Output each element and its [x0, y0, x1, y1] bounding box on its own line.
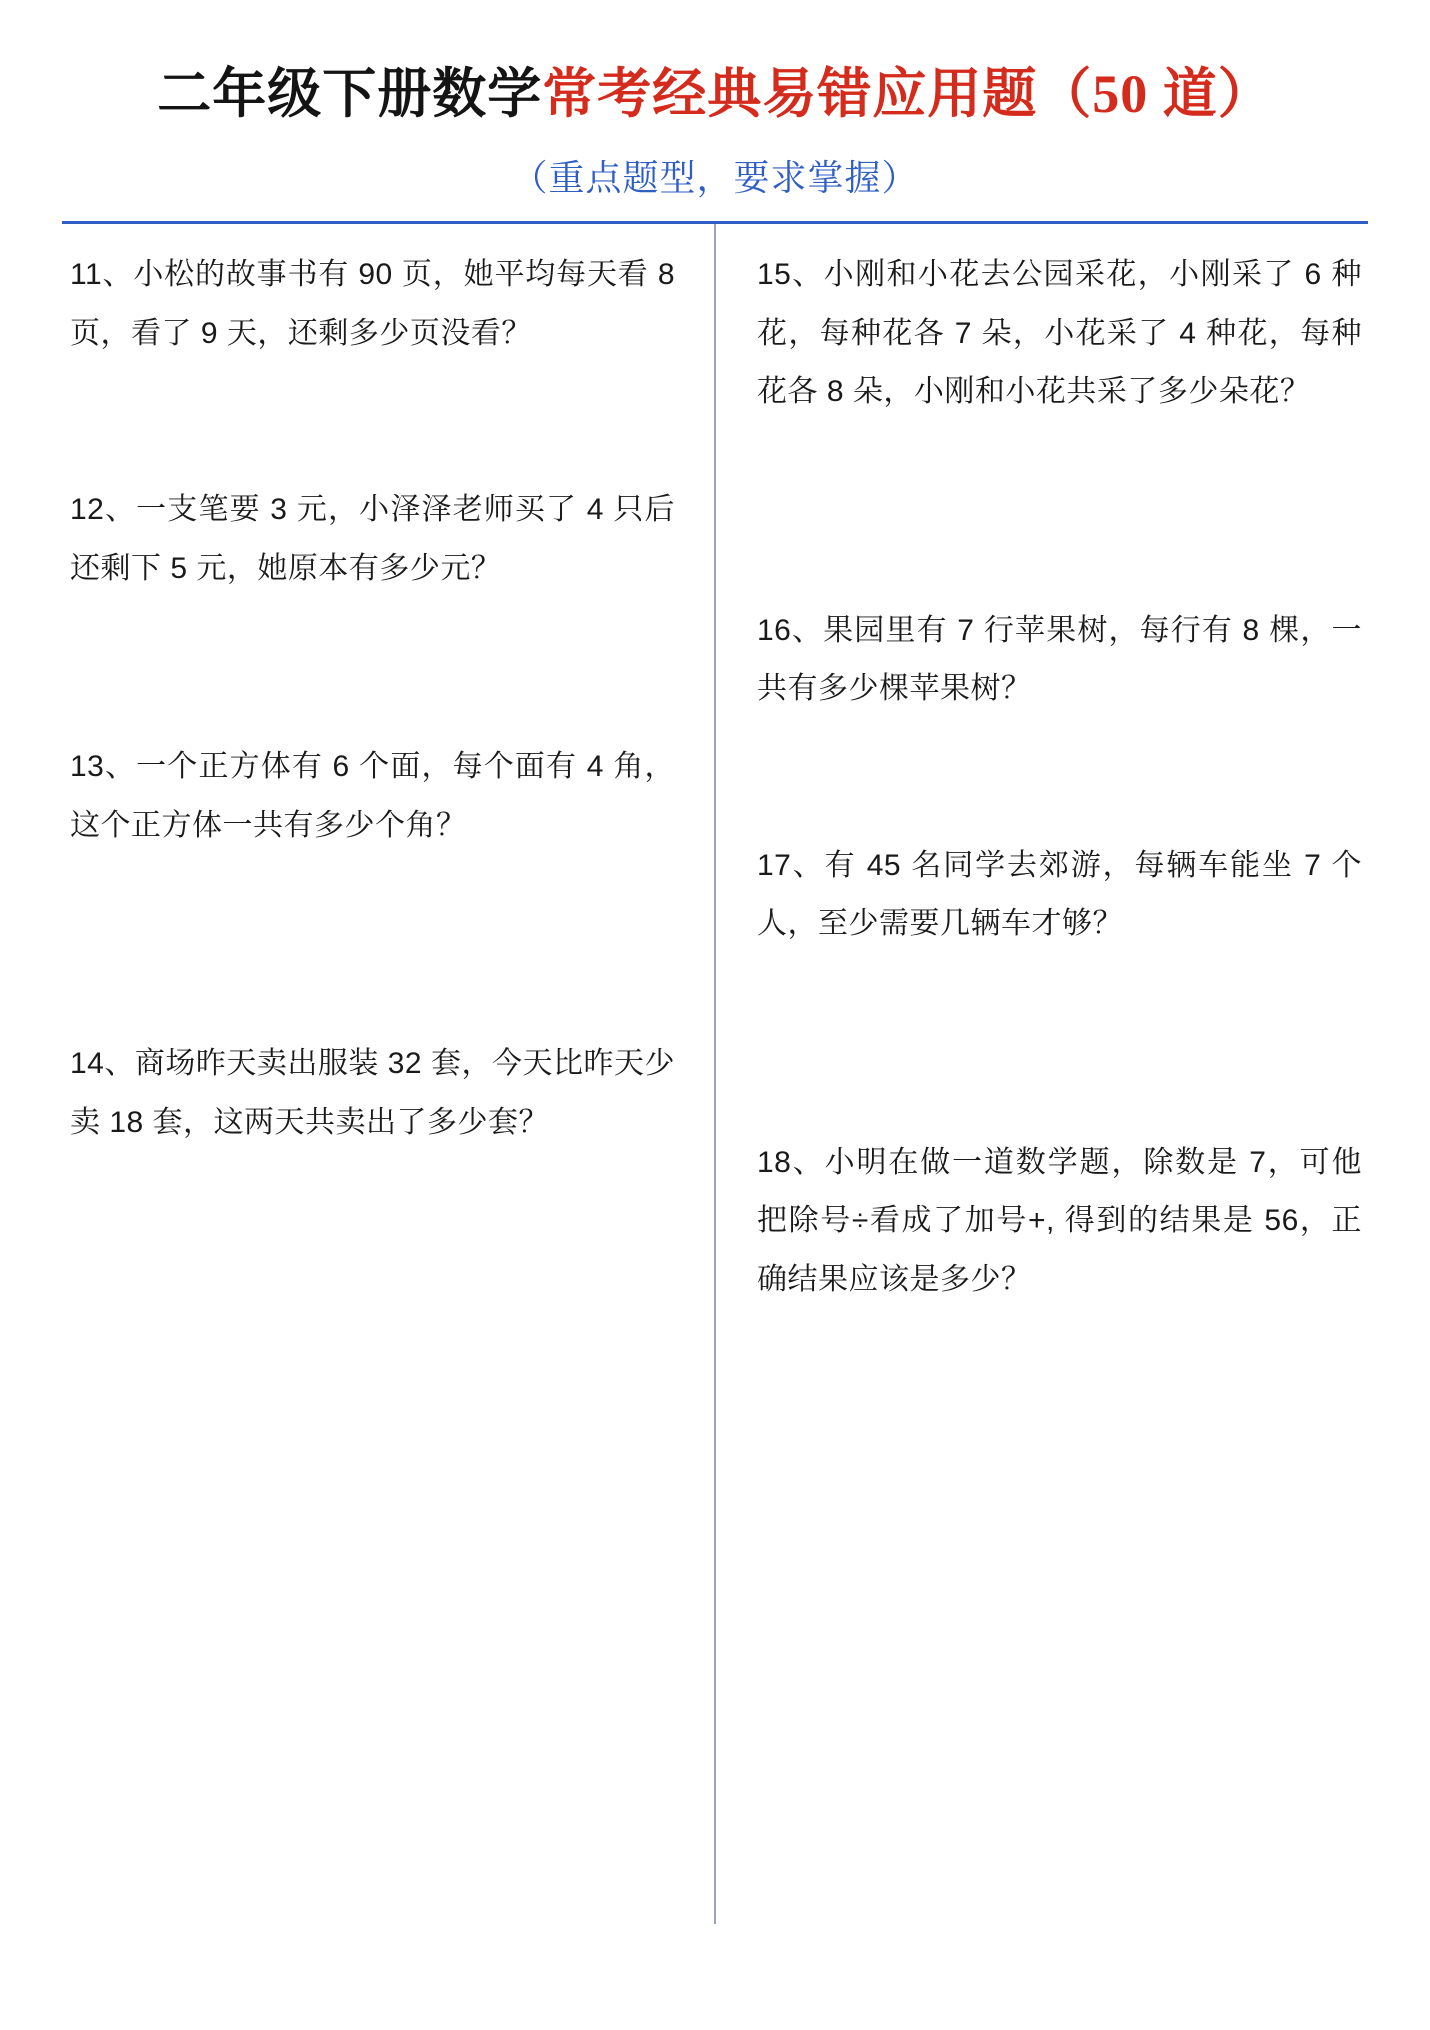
- question-item: 11、小松的故事书有 90 页，她平均每天看 8 页，看了 9 天，还剩多少页没看？: [70, 258, 675, 350]
- right-column: [715, 224, 1368, 1924]
- page-title-highlight: 常考经典易错应用题（50 道）: [542, 64, 1273, 124]
- question-item: 16、果园里有 7 行苹果树，每行有 8 棵，一共有多少棵苹果树？: [757, 613, 1362, 706]
- question-item: 17、有 45 名同学去郊游，每辆车能坐 7 个人，至少需要几辆车才够？: [757, 848, 1362, 941]
- spacer: [757, 422, 1362, 602]
- question-item: 12、一支笔要 3 元，小泽泽老师买了 4 只后还剩下 5 元，她原本有多少元？: [70, 493, 675, 585]
- spacer: [757, 954, 1362, 1134]
- question-item: 13、一个正方体有 6 个面，每个面有 4 角，这个正方体一共有多少个角？: [70, 750, 675, 842]
- spacer: [70, 855, 675, 1035]
- spacer: [70, 598, 675, 738]
- page-subtitle: （重点题型，要求掌握）: [511, 158, 919, 199]
- question-item: 18、小明在做一道数学题，除数是 7，可他把除号÷看成了加号+, 得到的结果是 56，正确结果应该是多少？: [757, 1145, 1362, 1296]
- column-divider-line: [714, 224, 716, 1924]
- spacer: [757, 719, 1362, 837]
- page-title: [62, 65, 1368, 124]
- question-item: 15、小刚和小花去公园采花，小刚采了 6 种花，每种花各 7 朵，小花采了 4 种花，每种花各 8 朵，小刚和小花共采了多少朵花？: [757, 258, 1362, 409]
- question-item: 14、商场昨天卖出服装 32 套，今天比昨天少卖 18 套，这两天共卖出了多少套？: [70, 1047, 675, 1139]
- spacer: [70, 363, 675, 481]
- left-column: [62, 224, 715, 1924]
- page-title-prefix: 二年级下册数学: [157, 64, 543, 124]
- question-columns: [62, 224, 1368, 1924]
